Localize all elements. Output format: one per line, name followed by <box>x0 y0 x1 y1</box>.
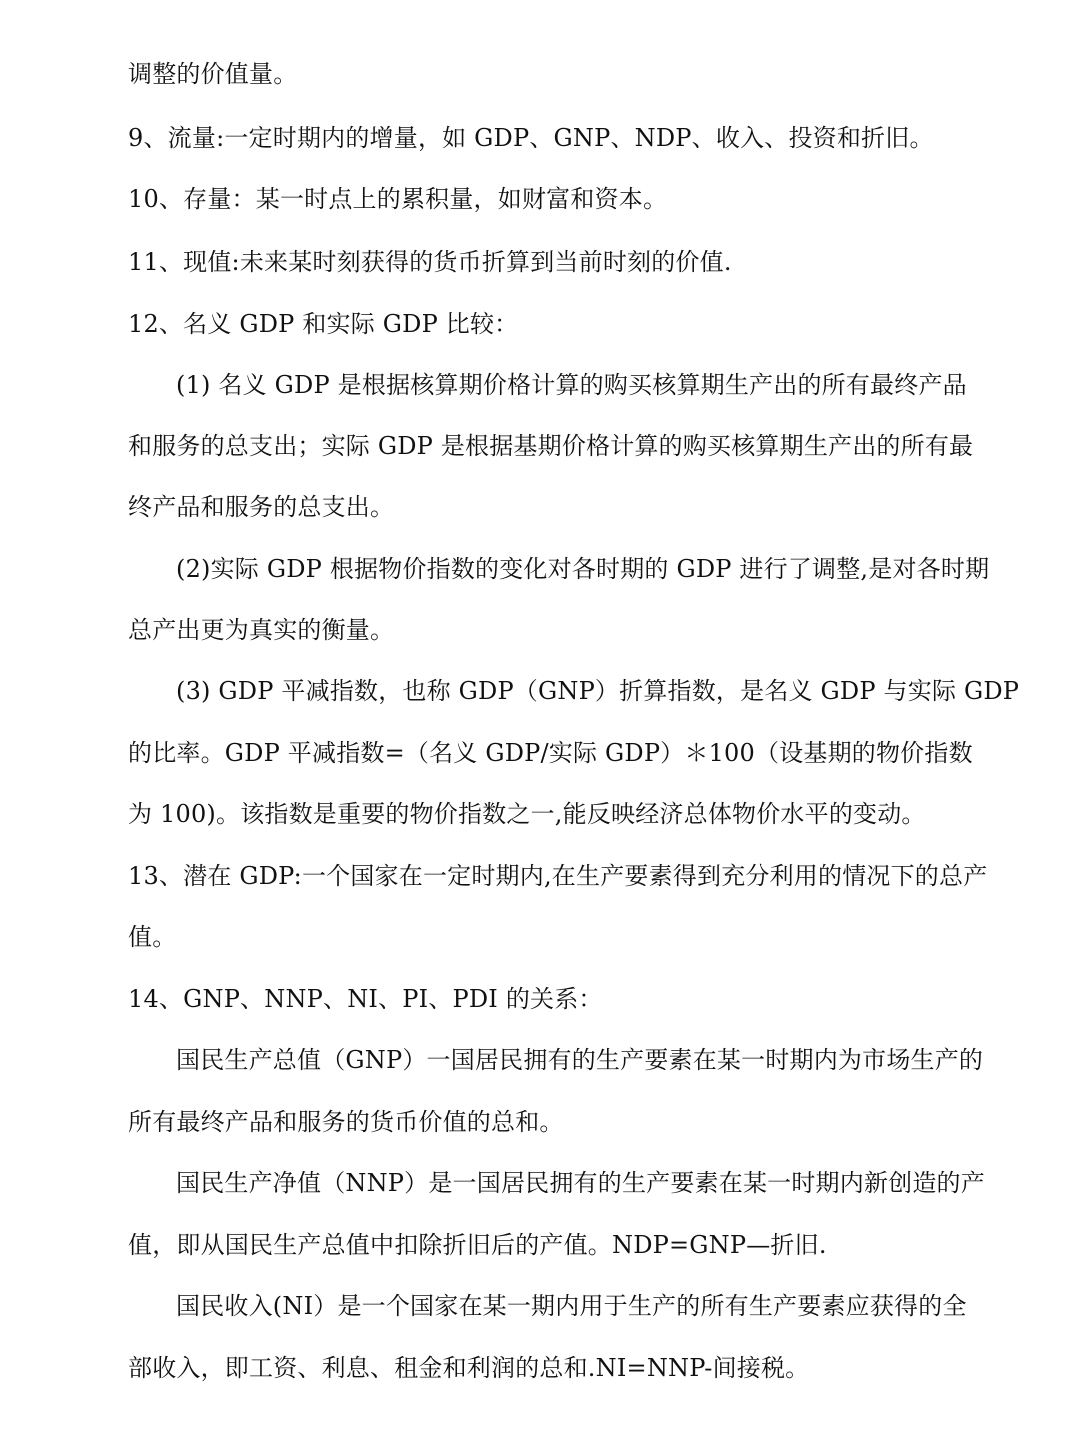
item-11-present-value: 11、现值:未来某时刻获得的货币折算到当前时刻的价值. <box>128 248 732 276</box>
gnp-definition-line-2: 所有最终产品和服务的货币价值的总和。 <box>128 1108 564 1136</box>
item-12-point-3-line-1: (3) GDP 平减指数，也称 GDP（GNP）折算指数，是名义 GDP 与实际 GDP <box>176 677 1020 705</box>
item-12-point-1-line-3: 终产品和服务的总支出。 <box>128 493 395 521</box>
nnp-definition-line-1: 国民生产净值（NNP）是一国居民拥有的生产要素在某一时期内新创造的产 <box>176 1169 985 1197</box>
item-12-point-2-line-1: (2)实际 GDP 根据物价指数的变化对各时期的 GDP 进行了调整,是对各时期 <box>176 555 990 583</box>
item-9-flow: 9、流量:一定时期内的增量，如 GDP、GNP、NDP、收入、投资和折旧。 <box>128 124 934 152</box>
item-12-point-1-line-2: 和服务的总支出；实际 GDP 是根据基期价格计算的购买核算期生产出的所有最 <box>128 432 974 460</box>
item-12-point-3-line-2: 的比率。GDP 平减指数=（名义 GDP/实际 GDP）＊100（设基期的物价指数 <box>128 739 973 767</box>
nnp-definition-line-2: 值，即从国民生产总值中扣除折旧后的产值。NDP=GNP—折旧. <box>128 1231 827 1259</box>
item-12-heading: 12、名义 GDP 和实际 GDP 比较： <box>128 310 519 338</box>
item-13-potential-gdp-line-2: 值。 <box>128 923 177 951</box>
item-12-point-2-line-2: 总产出更为真实的衡量。 <box>128 616 395 644</box>
item-12-point-1-line-1: (1) 名义 GDP 是根据核算期价格计算的购买核算期生产出的所有最终产品 <box>176 371 967 399</box>
item-14-heading: 14、GNP、NNP、NI、PI、PDI 的关系： <box>128 985 603 1013</box>
item-10-stock: 10、存量：某一时点上的累积量，如财富和资本。 <box>128 185 668 213</box>
ni-definition-line-2: 部收入，即工资、利息、租金和利润的总和.NI=NNP-间接税。 <box>128 1354 810 1382</box>
gnp-definition-line-1: 国民生产总值（GNP）一国居民拥有的生产要素在某一时期内为市场生产的 <box>176 1046 984 1074</box>
text-line: 调整的价值量。 <box>128 60 298 88</box>
item-12-point-3-line-3: 为 100)。该指数是重要的物价指数之一,能反映经济总体物价水平的变动。 <box>128 800 926 828</box>
item-13-potential-gdp-line-1: 13、潜在 GDP:一个国家在一定时期内,在生产要素得到充分利用的情况下的总产 <box>128 862 988 890</box>
ni-definition-line-1: 国民收入(NI）是一个国家在某一期内用于生产的所有生产要素应获得的全 <box>176 1292 967 1320</box>
